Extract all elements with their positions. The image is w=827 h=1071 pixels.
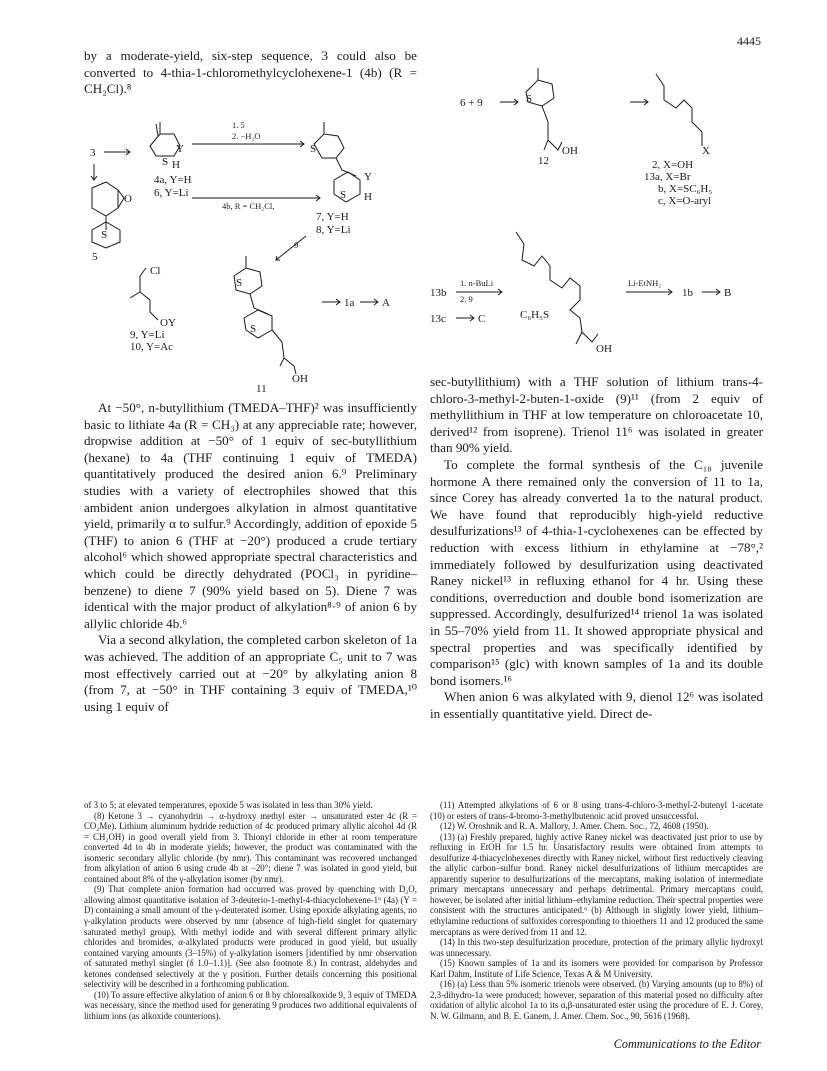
label-7: 7, Y=H — [316, 211, 349, 223]
paragraph: To complete the formal synthesis of the C₁₈ juvenile hormone A there remained only the conversion of 11 to 1a, since Corey has already converted 1a to the natural product. We have found that reproducibly high-yield reductive desulfurizations¹³ of 4-thia-1-cyclohexenes can be effected by reduction with excess lithium in ethylamine at −78°,² immediately followed by desulfurization using deactivated Raney nickel¹³ in refluxing ethanol for 4 hr. Using these conditions, overreduction and double bond isomerization are suppressed. Accordingly, desulfurized¹⁴ trienol 1a was isolated in 55–70% yield from 11. It showed appropriate physical and spectral properties and was specifically identified by comparison¹⁵ (glc) with known samples of 1a and its double bond isomers.¹⁶ — [430, 456, 763, 688]
label-10: 10, Y=Ac — [130, 341, 174, 353]
label-8: 8, Y=Li — [316, 224, 351, 236]
paragraph: When anion 6 was alkylated with 9, dienol 12⁶ was isolated in essentially quantitative yield. Direct de- — [430, 689, 763, 721]
footnote: (10) To assure effective alkylation of anion 6 or 8 by chloroalkoxide 9, 3 equiv of TMEDA was necessary, since the method used for generating 9 produces two additional equivalents of lithium ions (as alkoxide counterions). — [84, 989, 417, 1021]
label-6-9: 6 + 9 — [460, 97, 483, 109]
right-notes — [430, 800, 763, 1021]
label-OY: OY — [160, 317, 176, 329]
label-11: 11 — [256, 383, 267, 395]
footnote: (11) Attempted alkylations of 6 or 8 using trans-4-chloro-3-methyl-2-butenyl 1-acetate (10) or esters of trans-4-bromo-3-methylbutenoic acid proved unsuccessful. — [430, 800, 763, 821]
label-A: A — [382, 297, 390, 309]
label-13b-start: 13b — [430, 287, 447, 299]
label-6: 6, Y=Li — [154, 187, 189, 199]
label-S-7: S — [340, 189, 347, 201]
label-B: B — [724, 287, 732, 299]
label-H: H — [172, 159, 180, 171]
label-S-top: S — [310, 143, 317, 155]
arrow-9 — [276, 236, 306, 260]
ring-5 — [92, 182, 118, 216]
footnote: (12) W. Oroshnik and R. A. Mallory, J. Amer. Chem. Soc., 72, 4608 (1950). — [440, 821, 709, 832]
label-13a: 13a, X=Br — [644, 171, 691, 183]
label-S: S — [162, 156, 169, 168]
label-13c-start: 13c — [430, 313, 446, 325]
page-number: 4445 — [737, 34, 761, 48]
paragraph: by a moderate-yield, six-step sequence, 3 could also be converted to 4-thia-1-chloromethylcyclohexene-1 (4b) (R = CH₂Cl).⁸ — [84, 48, 417, 97]
step-1: 1. 5 — [232, 120, 245, 130]
chain-2 — [656, 74, 702, 146]
label-C: C — [478, 313, 486, 325]
paragraph: sec-butyllithium) with a THF solution of lithium trans-4-chloro-3-methyl-2-buten-1-oxide (9)¹¹ (from 2 equiv of methyllithium in THF at low temperature on chloroacetate 10, derived¹² from isoprene). Trienol 11⁶ was isolated in greater than 90% yield. — [430, 374, 763, 456]
label-5: 5 — [92, 251, 98, 263]
label-Cl: Cl — [150, 265, 161, 277]
label-Y-7: Y — [364, 171, 372, 183]
right-column — [430, 374, 763, 722]
footer-section-title: Communications to the Editor — [613, 1037, 761, 1051]
label-OH-13: OH — [596, 343, 612, 355]
footnote: of 3 to 5; at elevated temperatures, epoxide 5 was isolated in less than 30% yield. — [84, 800, 373, 810]
step-b1: 1. n-BuLi — [460, 278, 494, 288]
label-OH-12: OH — [562, 145, 578, 157]
label-H-7: H — [364, 191, 372, 203]
label-9-arrow: 9 — [294, 240, 299, 250]
label-S-11b: S — [250, 323, 257, 335]
left-intro — [84, 48, 417, 98]
label-li-etnh2: Li-EtNH₂ — [628, 278, 662, 288]
ring-top — [314, 134, 344, 158]
step-b2: 2. 9 — [460, 294, 473, 304]
label-3: 3 — [90, 147, 96, 159]
label-X: X — [702, 145, 710, 157]
footnote: (8) Ketone 3 → cyanohydrin → α-hydroxy methyl ester → unsaturated ester 4c (R = CO₂Me). Lithium aluminum hydride reduction of 4c produced primary allylic alcohol 4d (R = CH₂OH) in good overall yield from 3. Thionyl chloride in ether at room temperature converted 4d to 4b in moderate yields; however, the product was contaminated with the isomeric secondary allylic chloride (by nmr). This contaminant was recovered unchanged from alkylation of anion 6 using crude 4b at −20°; diene 7 was isolated in good yield, but contained about 8% of the γ-alkylation isomer (by nmr). — [84, 810, 417, 884]
scheme-left — [84, 110, 424, 395]
label-9: 9, Y=Li — [130, 329, 165, 341]
footnote: (13) (a) Freshly prepared, highly active Raney nickel was deactivated just prior to use by refluxing in EtOH for 1.5 hr. Unsatisfactory results were obtained from attempts to desulfurize 4-thiacyclohexenes directly with Raney nickel, without first reductively cleaving the allylic carbon–sulfur bond. Raney nickel desulfurizations of lithium mercaptides are apparently superior to desulfurizations of the mercaptans, making isolation of intermediate primary mercaptans unnecessary and perhaps detrimental. Primary mercaptans could, however, be isolated after initial lithium–ethylamine reduction. Their spectral properties were consistent with the structures anticipated.⁶ (b) Although in slightly lower yield, lithium–ethylamine reductions of sulfoxides corresponding to thioethers 11 and 12 produced the same mercaptans as were derived from 11 and 12. — [430, 831, 763, 937]
step-2: 2. −H₂O — [232, 131, 261, 141]
left-notes — [84, 800, 417, 1021]
label-13c: c, X=O-aryl — [658, 195, 712, 207]
label-1b: 1b — [682, 287, 693, 299]
label-4a: 4a, Y=H — [154, 174, 192, 186]
label-2: 2, X=OH — [652, 159, 694, 171]
chain-13 — [516, 232, 598, 344]
ring-11b — [244, 310, 272, 338]
footnote: (16) (a) Less than 5% isomeric trienols were observed. (b) Varying amounts (up to 8%) of 2,3-dihydro-1a were produced; however, separation of this material posed no difficulty after oxidation of allylic alcohol 1a to its α,β-unsaturated ester using the procedure of E. J. Corey, N. W. Gilmann, and B. E. Ganem, J. Amer. Chem. Soc., 90, 5616 (1968). — [430, 979, 763, 1021]
label-Y: Y — [176, 143, 184, 155]
left-column — [84, 400, 417, 715]
label-S-11a: S — [236, 277, 243, 289]
footnote: (14) In this two-step desulfurization procedure, protection of the primary allylic hydroxyl was unnecessary. — [430, 937, 763, 958]
label-12: 12 — [538, 155, 549, 167]
footnote: (15) Known samples of 1a and its isomers were provided for comparison by Professor Karl Dahm, Institute of Life Science, Texas A & M University. — [430, 958, 763, 979]
paragraph: At −50°, n-butyllithium (TMEDA–THF)² was insufficiently basic to lithiate 4a (R = CH₃) at any appreciable rate; however, dropwise addition at −50° of 1 equiv of sec-butyllithium (hexane) to 4a (THF continuing 1 equiv of TMEDA) quantitatively produced the desired anion 6.⁹ Preliminary studies with a variety of electrophiles showed that this ambident anion undergoes alkylation in almost quantitative yield, primarily α to sulfur.⁹ Accordingly, addition of epoxide 5 (THF) to anion 6 (THF at −20°) produced a crude tertiary alcohol⁶ which showed appropriate spectral characteristics and which could be directly dehydrated (POCl₃ in pyridine–benzene) to diene 7 (90% yield based on 5). Diene 7 was identical with the major product of alkylation⁸·⁹ of anion 6 by allylic chloride 4b.⁶ — [84, 400, 417, 631]
label-S-12: S — [526, 93, 533, 105]
label-OH-11: OH — [292, 373, 308, 385]
label-13b: b, X=SC₆H₅ — [658, 183, 713, 195]
label-S5: S — [101, 229, 108, 241]
label-1a: 1a — [344, 297, 355, 309]
label-4b-arrow: 4b, R = CH₂Cl, — [222, 201, 275, 211]
ring-7 — [334, 172, 360, 202]
scheme-right — [430, 56, 770, 374]
paragraph: Via a second alkylation, the completed carbon skeleton of 1a was achieved. The addition of an appropriate C₅ unit to 7 was most effectively carried out at −20° by alkylating anion 8 (from 7, at −50° in THF containing 3 equiv of TMEDA,¹⁰ using 1 equiv of — [84, 632, 417, 714]
label-O: O — [124, 193, 132, 205]
footnote: (9) That complete anion formation had occurred was proved by quenching with D₂O, allowing almost quantitative isolation of 3-deuterio-1-methyl-4-thiacyclohexene-1⁶ (4a) (Y = D) containing a small amount of the γ-deuterated isomer. Using epoxide alkylating agents, no γ-alkylation products were observed by nmr (absence of high-field singlet for quaternary saturated methyl group). With methyl iodide and with several different primary allylic chlorides and bromides, α-alkylated products were produced in good yield, but usually contained varying amounts (3–15%) of γ-alkylation isomers [identified by nmr observation of saturated methyl singlet (δ 1.0–1.1)]. (See also footnote 8.) In contrast, aldehydes and ketones condensed selectively at the γ position. Further details concerning this positional selectivity will be described in a forthcoming publication. — [84, 884, 417, 990]
label-c6h5s: C₆H₅S — [520, 309, 550, 321]
